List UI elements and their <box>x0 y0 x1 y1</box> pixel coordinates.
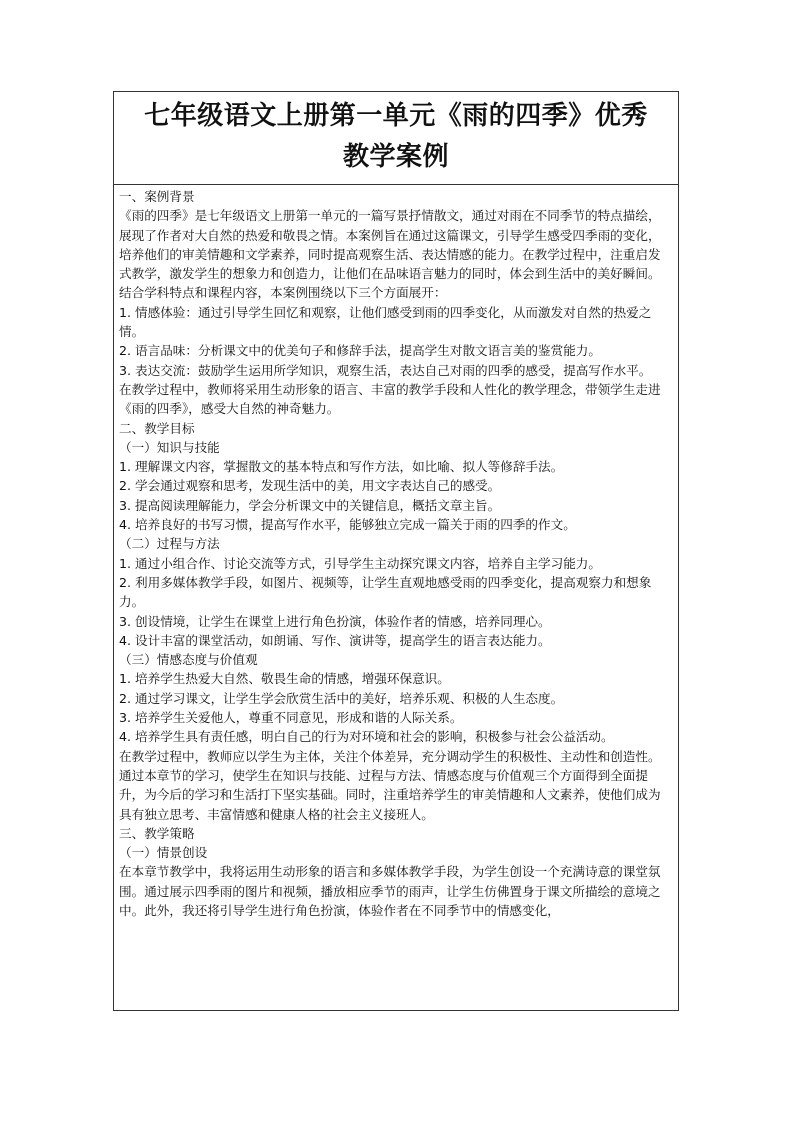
list-item: 3. 表达交流：鼓励学生运用所学知识，观察生活，表达自己对雨的四季的感受，提高写作水平。 <box>119 362 652 378</box>
subsection-heading: （二）过程与方法 <box>119 536 220 552</box>
paragraph: 结合学科特点和课程内容，本案例围绕以下三个方面展开： <box>119 285 447 301</box>
document-body <box>114 185 678 920</box>
list-item: 1. 理解课文内容，掌握散文的基本特点和写作方法，如比喻、拟人等修辞手法。 <box>119 459 564 475</box>
subsection-heading: （一）情景创设 <box>119 845 208 861</box>
title-block <box>114 92 678 185</box>
list-item: 2. 通过学习课文，让学生学会欣赏生活中的美好，培养乐观、积极的人生态度。 <box>119 690 564 706</box>
paragraph: 在本章节教学中，我将运用生动形象的语言和多媒体教学手段，为学生创设一个充满诗意的课堂氛围。通过展示四季雨的图片和视频，播放相应季节的雨声，让学生仿佛置身于课文所描绘的意境之中。此外，我还将引导学生进行角色扮演，体验作者在不同季节中的情感变化， <box>119 864 661 918</box>
list-item: 4. 培养学生具有责任感，明白自己的行为对环境和社会的影响，积极参与社会公益活动。 <box>119 729 614 745</box>
list-item: 3. 创设情境，让学生在课堂上进行角色扮演，体验作者的情感，培养同理心。 <box>119 613 551 629</box>
list-item: 3. 培养学生关爱他人，尊重不同意见，形成和谐的人际关系。 <box>119 710 463 726</box>
document-title-line-2: 教学案例 <box>342 142 449 172</box>
list-item: 4. 培养良好的书写习惯，提高写作水平，能够独立完成一篇关于雨的四季的作文。 <box>119 517 576 533</box>
list-item: 2. 利用多媒体教学手段，如图片、视频等，让学生直观地感受雨的四季变化，提高观察力和想象力。 <box>119 574 652 610</box>
paragraph: 在教学过程中，教师将采用生动形象的语言、丰富的教学手段和人性化的教学理念，带领学生走进《雨的四季》，感受大自然的神奇魅力。 <box>119 381 661 417</box>
list-item: 3. 提高阅读理解能力，学会分析课文中的关键信息，概括文章主旨。 <box>119 497 501 513</box>
paragraph: 在教学过程中，教师应以学生为主体，关注个体差异，充分调动学生的积极性、主动性和创造性。通过本章节的学习，使学生在知识与技能、过程与方法、情感态度与价值观三个方面得到全面提升，为今后的学习和生活打下坚实基础。同时，注重培养学生的审美情趣和人文素养，使他们成为具有独立思考、丰富情感和健康人格的社会主义接班人。 <box>119 748 661 822</box>
list-item: 4. 设计丰富的课堂活动，如朗诵、写作、演讲等，提高学生的语言表达能力。 <box>119 632 551 648</box>
list-item: 1. 情感体验：通过引导学生回忆和观察，让他们感受到雨的四季变化，从而激发对自然的热爱之情。 <box>119 304 652 340</box>
document-frame <box>113 91 679 1011</box>
paragraph: 《雨的四季》是七年级语文上册第一单元的一篇写景抒情散文，通过对雨在不同季节的特点描绘，展现了作者对大自然的热爱和敬畏之情。本案例旨在通过这篇课文，引导学生感受四季雨的变化，培养他们的审美情趣和文学素养，同时提高观察生活、表达情感的能力。在教学过程中，注重启发式教学，激发学生的想象力和创造力，让他们在品味语言魅力的同时，体会到生活中的美好瞬间。 <box>119 208 661 282</box>
subsection-heading: （一）知识与技能 <box>119 439 220 455</box>
list-item: 1. 通过小组合作、讨论交流等方式，引导学生主动探究课文内容，培养自主学习能力。 <box>119 555 601 571</box>
section-heading-background: 一、案例背景 <box>119 189 195 204</box>
list-item: 2. 学会通过观察和思考，发现生活中的美，用文字表达自己的感受。 <box>119 478 501 494</box>
document-title-line-1: 七年级语文上册第一单元《雨的四季》优秀 <box>144 101 648 131</box>
list-item: 1. 培养学生热爱大自然、敬畏生命的情感，增强环保意识。 <box>119 671 450 687</box>
list-item: 2. 语言品味：分析课文中的优美句子和修辞手法，提高学生对散文语言美的鉴赏能力。 <box>119 343 601 359</box>
section-heading-strategy: 三、教学策略 <box>119 825 195 841</box>
section-heading-goals: 二、教学目标 <box>119 420 195 436</box>
subsection-heading: （三）情感态度与价值观 <box>119 652 258 668</box>
